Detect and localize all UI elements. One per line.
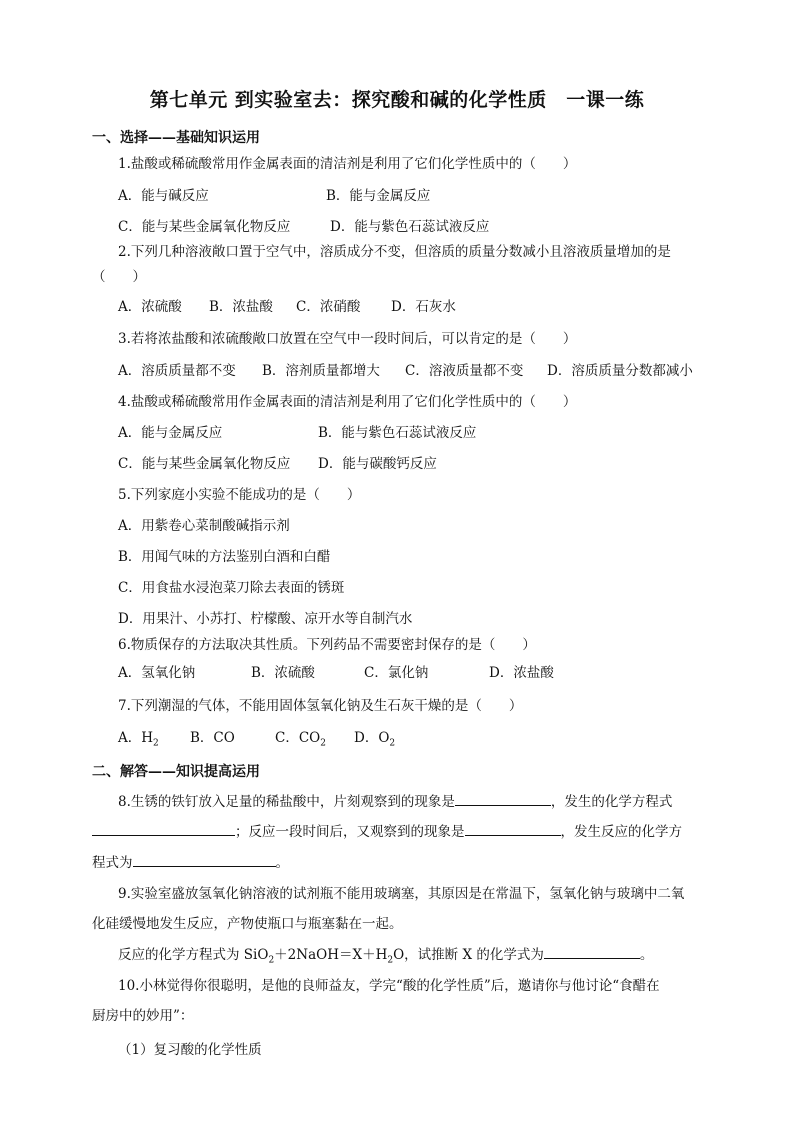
question-1-option-b: B．能与金属反应 [326,188,431,204]
section-heading-choice: 一、选择——基础知识运用 [92,130,260,146]
question-6-option-b: B．浓硫酸 [251,665,315,681]
answer-blank[interactable] [544,945,640,959]
question-8-line-3: 程式为 。 [92,855,289,871]
question-2-option-a: A．浓硫酸 [118,299,182,315]
question-4-option-b: B．能与紫色石蕊试液反应 [318,425,477,441]
question-6-option-a: A．氢氧化钠 [118,665,196,681]
question-8-line-2: ；反应一段时间后，又观察到的现象是 ，发生反应的化学方 [92,822,682,841]
answer-blank[interactable] [455,792,551,806]
question-6-option-d: D．浓盐酸 [489,665,554,681]
question-1-stem: 1.盐酸或稀硫酸常用作金属表面的清洁剂是利用了它们化学性质中的（ ） [118,156,577,172]
question-2-stem-bracket: （ ） [92,269,146,285]
question-9-line-2: 化硅缓慢地发生反应，产物使瓶口与瓶塞黏在一起。 [92,916,403,932]
question-9-line-1: 9.实验室盛放氢氧化钠溶液的试剂瓶不能用玻璃塞，其原因是在常温下，氢氧化钠与玻璃中二氧 [118,886,685,902]
page-title: 第七单元 到实验室去：探究酸和碱的化学性质 一课一练 [149,89,645,111]
question-1-option-d: D．能与紫色石蕊试液反应 [330,219,490,235]
question-4-option-d: D．能与碳酸钙反应 [318,456,437,472]
question-3-option-c: C．溶液质量都不变 [405,363,524,379]
question-7-stem: 7.下列潮湿的气体，不能用固体氢氧化钠及生石灰干燥的是（ ） [118,698,523,714]
question-10-subheading: （1）复习酸的化学性质 [118,1042,262,1058]
question-7-option-a: A．$H_2$ [118,730,159,749]
question-5-option-b: B．用闻气味的方法鉴别白酒和白醋 [118,549,331,565]
question-7-option-c: C．$CO_2$ [275,730,326,749]
question-7-option-b: B．CO [190,730,235,746]
question-5-stem: 5.下列家庭小实验不能成功的是（ ） [118,487,361,503]
section-heading-answer: 二、解答——知识提高运用 [92,764,260,780]
question-3-option-b: B．溶剂质量都增大 [262,363,380,379]
question-1-option-a: A．能与碱反应 [118,188,209,204]
question-3-option-a: A．溶质质量都不变 [118,363,236,379]
question-5-option-c: C．用食盐水浸泡菜刀除去表面的锈斑 [118,580,345,596]
question-6-stem: 6.物质保存的方法取决其性质。下列药品不需要密封保存的是（ ） [118,637,536,653]
answer-blank[interactable] [92,822,235,836]
question-4-option-a: A．能与金属反应 [118,425,223,441]
question-4-stem: 4.盐酸或稀硫酸常用作金属表面的清洁剂是利用了它们化学性质中的（ ） [118,394,577,410]
question-2-option-b: B．浓盐酸 [209,299,273,315]
question-6-option-c: C．氯化钠 [364,665,429,681]
question-2-stem: 2.下列几种溶液敞口置于空气中，溶质成分不变，但溶质的质量分数减小且溶液质量增加的是 [118,244,671,260]
question-5-option-a: A．用紫卷心菜制酸碱指示剂 [118,518,290,534]
question-2-option-c: C．浓硝酸 [296,299,361,315]
question-3-stem: 3.若将浓盐酸和浓硫酸敞口放置在空气中一段时间后，可以肯定的是（ ） [118,331,577,347]
question-9-line-3: 反应的化学方程式为 $SiO_2+2NaOH=X+H_2O$，试推断 X 的化学式为 。 [118,947,654,966]
question-8-line-1: 8.生锈的铁钉放入足量的稀盐酸中，片刻观察到的现象是 ，发生的化学方程式 [118,794,673,810]
answer-blank[interactable] [465,822,561,836]
question-2-option-d: D．石灰水 [391,299,456,315]
answer-blank[interactable] [133,853,276,867]
question-1-option-c: C．能与某些金属氧化物反应 [118,219,291,235]
question-4-option-c: C．能与某些金属氧化物反应 [118,456,291,472]
question-3-option-d: D．溶质质量分数都减小 [547,363,693,379]
question-7-option-d: D．$O_2$ [354,730,396,749]
question-5-option-d: D．用果汁、小苏打、柠檬酸、凉开水等自制汽水 [118,611,413,627]
question-10-line-2: 厨房中的妙用”： [92,1008,194,1024]
question-10-line-1: 10.小林觉得你很聪明，是他的良师益友，学完“酸的化学性质”后，邀请你与他讨论“食醋在 [118,978,660,994]
